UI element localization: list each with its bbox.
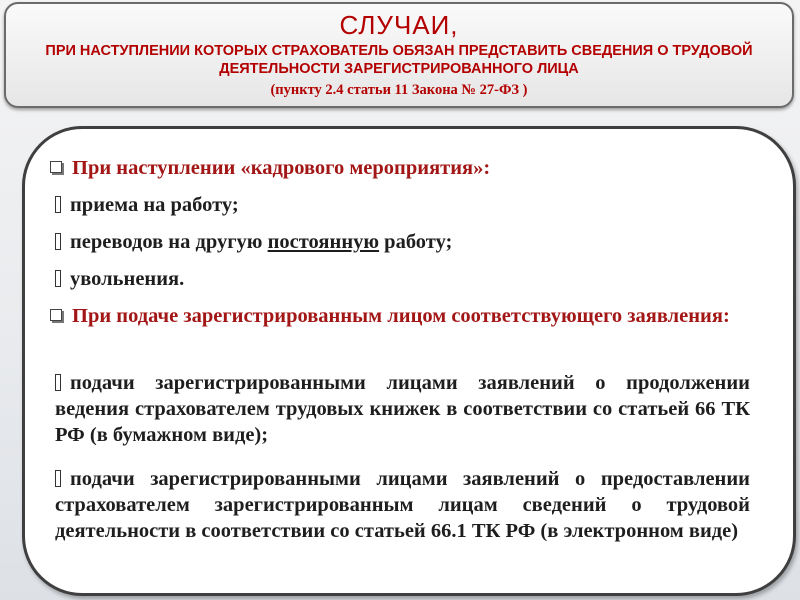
page-title: СЛУЧАИ, [339, 10, 459, 40]
underlined-word: постоянную [267, 231, 380, 253]
rectangle-bullet-icon [55, 374, 61, 391]
list-item [55, 266, 755, 292]
list-item [55, 192, 755, 218]
law-reference: (пункту 2.4 статьи 11 Закона № 27-ФЗ ) [270, 82, 528, 98]
list-item-text: подачи зарегистрированными лицами заявлений о предоставлении страхователем зарегистрированным лицам сведений о трудовой деятельности в соответствии со статьей 66.1 ТК РФ (в электронном виде) [55, 468, 750, 542]
rectangle-bullet-icon [55, 196, 61, 213]
list-item [55, 229, 755, 255]
section-heading-application [50, 303, 740, 329]
list-item [55, 370, 750, 448]
rectangle-bullet-icon [55, 233, 61, 250]
rectangle-bullet-icon [55, 470, 61, 487]
title-banner [4, 2, 794, 108]
page-subtitle: ПРИ НАСТУПЛЕНИИ КОТОРЫХ СТРАХОВАТЕЛЬ ОБЯЗАН ПРЕДСТАВИТЬ СВЕДЕНИЯ О ТРУДОВОЙ ДЕЯТЕЛЬНОСТИ ЗАРЕГИСТРИРОВАННОГО ЛИЦА [45, 43, 753, 77]
checkbox-square-icon [50, 161, 62, 173]
list-item-text: приема на работу; [70, 194, 239, 216]
list-item-text: увольнения. [70, 268, 185, 290]
list-item-text: подачи зарегистрированными лицами заявлений о продолжении ведения страхователем трудовых книжек в соответствии со статьей 66 ТК РФ (в бумажном виде); [55, 372, 750, 446]
section-heading-text: При подаче зарегистрированным лицом соответствующего заявления: [72, 305, 730, 327]
rectangle-bullet-icon [55, 270, 61, 287]
list-item [55, 466, 750, 544]
section-heading-hr-event [50, 155, 750, 181]
list-item-text: переводов на другую [70, 231, 268, 253]
list-item-text: работу; [379, 231, 453, 253]
section-heading-text: При наступлении «кадрового мероприятия»: [72, 157, 491, 179]
checkbox-square-icon [50, 309, 62, 321]
